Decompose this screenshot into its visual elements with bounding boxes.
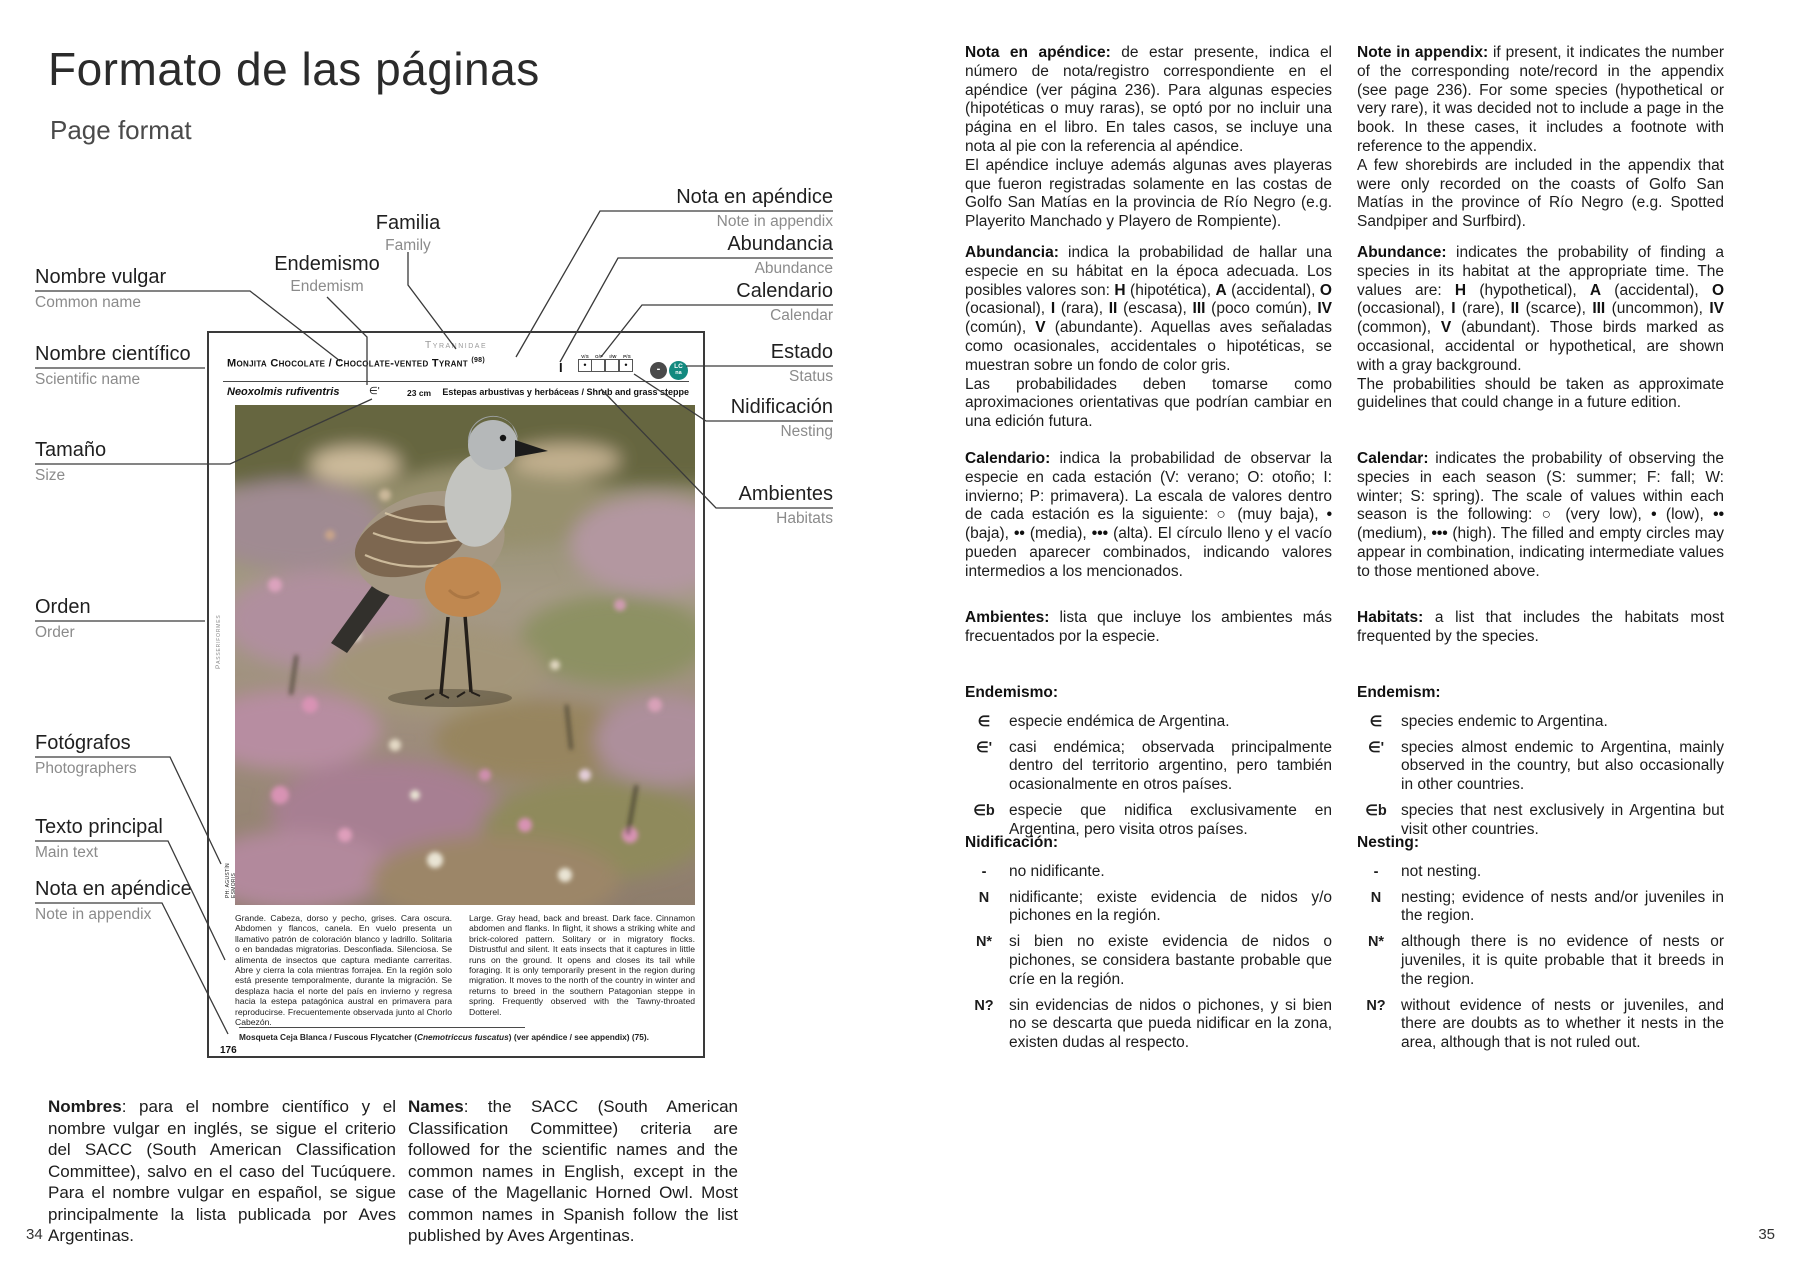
para-lead: Ambientes: — [965, 609, 1050, 626]
para-text: de estar presente, indica el número de nota/registro correspondiente en el apéndice (ver página 236). Para algunas especies (hipotéticas o muy raras), se optó por no incluir una página en el libro. En tales casos, se incluye una nota al pie con la referencia al apéndice. El apéndice incluye además algunas aves playeras que fueron registradas solamente en las costas de Golfo San Matías en la provincia de Río Negro (e.g. Playerito Manchado y Playero de Rompiente). — [965, 44, 1333, 231]
species-text-en: Large. Gray head, back and breast. Dark face. Cinnamon abdomen and flanks. In flight, it shows a striking white and brick-colored pattern. Solitary or in migratory flocks. Distrustful and silent. It eats insects that it captures in little runs on the ground. It opens and closes its tail while foraging. It is only temporarily present in the region during migration. It moves to the north of the country in winter and returns to breed in the southern Patagonian steppe in spring. Frequently observed with the Tawny-throated Dotterel. — [469, 913, 695, 1017]
item-text: species that nest exclusively in Argentina but visit other countries. — [1401, 801, 1724, 838]
callout-size-es: Tamaño — [35, 439, 107, 461]
section-heading: Endemism: — [1357, 684, 1441, 701]
list-item — [1357, 997, 1724, 1053]
paragraph-habitats-en — [1357, 609, 1724, 647]
endemism-symbol: ∈b — [973, 802, 995, 819]
callout-photographers-es: Fotógrafos — [35, 732, 131, 754]
names-es-lead: Nombres — [48, 1097, 122, 1116]
callout-order-en: Order — [35, 624, 75, 641]
para-lead: Abundance: — [1357, 244, 1447, 261]
paragraph-appendix-note-en — [1357, 44, 1724, 232]
calendar-cell — [606, 354, 620, 372]
endemism-symbol: ∈ — [1369, 713, 1383, 730]
species-title-text: Monjita Chocolate / Chocolate-vented Tyrant — [227, 357, 468, 370]
nesting-symbol: N* — [1367, 934, 1385, 951]
names-paragraph-en — [408, 1096, 738, 1247]
bird-photo — [235, 405, 695, 905]
status-sub: na — [675, 369, 682, 376]
para-text: indica la probabilidad de observar la especie en cada estación (V: verano; O: otoño; I: invierno; P: primavera). La escala de valores dentro de cada estación es la siguiente: ○ (muy baja), • (baja), •• (media), ••• (alta). El círculo lleno y el vacío pueden aparecer combinados, indicando valores intermedios a los mencionados. — [965, 450, 1333, 580]
list-item — [1357, 713, 1724, 732]
nesting-symbol: N* — [975, 934, 993, 951]
callout-appendix-note-bl-en: Note in appendix — [35, 906, 152, 923]
appendix-footnote: Mosqueta Ceja Blanca / Fuscous Flycatcher (Cnemotriccus fuscatus) (ver apéndice / see appendix) (75). — [239, 1032, 649, 1042]
callout-appendix-note-r-es: Nota en apéndice — [676, 186, 833, 208]
list-item — [965, 997, 1332, 1053]
nesting-symbol: N — [978, 889, 990, 906]
callout-endemism-es: Endemismo — [274, 253, 380, 275]
sample-page-number: 176 — [220, 1045, 237, 1056]
callout-size-en: Size — [35, 467, 66, 484]
item-text: not nesting. — [1401, 862, 1482, 880]
item-text: although there is no evidence of nests or juveniles, it is quite probable that it breeds in the region. — [1401, 933, 1724, 988]
species-text-es: Grande. Cabeza, dorso y pecho, grises. Cara oscura. Abdomen y flancos, canela. En vuelo presenta un llamativo patrón de coloración blanco y ladrillo. Solitaria o en bandadas migratorias. Desconfiada. Silenciosa. Se alimenta de insectos que captura mediante carreritas. Abre y cierra la cola mientras forrajea. En la región solo está presente temporalmente, durante la migración. Se desplaza hacia el norte del país en invierno y regresa hacia la estepa patagónica austral en primavera para reproducirse. Frecuentemente observada junto al Chorlo Cabezón. — [235, 913, 452, 1028]
para-lead: Calendario: — [965, 450, 1051, 467]
paragraph-calendar-es — [965, 450, 1332, 582]
season-label: I/W — [609, 354, 617, 359]
status-code: LC — [674, 363, 683, 371]
callout-main-text-es: Texto principal — [35, 816, 163, 838]
callout-common-name-en: Common name — [35, 294, 141, 311]
footnote-rule — [239, 1027, 525, 1028]
list-item — [1357, 863, 1724, 882]
callout-family-en: Family — [385, 237, 431, 254]
callout-calendar-es: Calendario — [736, 280, 833, 302]
nesting-symbol-badge: - — [650, 362, 667, 379]
item-text: nesting; evidence of nests and/or juveniles in the region. — [1401, 888, 1724, 925]
section-endemism-es — [965, 684, 1332, 847]
nesting-symbol: - — [981, 863, 987, 880]
para-text: indica la probabilidad de hallar una especie en su hábitat en la época adecuada. Los posibles valores son: H (hipotética), A (accidental), O (ocasional), I (rara), II (escasa), III (poco común), IV (común), V (abundante). Aquellas aves señaladas como ocasionales, accidentales o hipotéticas, se muestran sobre un fondo de color gris. Las probabilidades deben tomarse como aproximaciones orientativas que podrían cambiar en una edición futura. — [965, 244, 1332, 431]
season-value — [591, 359, 605, 372]
para-text: lista que incluye los ambientes más frecuentados por la especie. — [965, 609, 1332, 645]
list-item — [965, 889, 1332, 927]
list-item — [1357, 933, 1724, 989]
endemism-symbol: ∈' — [1367, 739, 1385, 756]
endemism-symbol: ∈' — [975, 739, 993, 756]
section-heading: Nesting: — [1357, 834, 1419, 851]
item-text: especie que nidifica exclusivamente en Argentina, pero visita otros países. — [1009, 801, 1332, 838]
order-side-text: Passeriformes — [215, 614, 222, 669]
para-lead: Abundancia: — [965, 244, 1059, 261]
callout-appendix-note-bl-es: Nota en apéndice — [35, 878, 192, 900]
para-lead: Habitats: — [1357, 609, 1424, 626]
callout-status-en: Status — [789, 368, 833, 385]
endemism-symbol: ∈' — [369, 386, 380, 397]
calendar-cell — [578, 354, 592, 372]
para-lead: Calendar: — [1357, 450, 1429, 467]
section-heading: Nidificación: — [965, 834, 1059, 851]
paragraph-habitats-es — [965, 609, 1332, 647]
paragraph-abundance-en — [1357, 244, 1724, 413]
callout-status-es: Estado — [770, 341, 833, 363]
calendar-cell — [592, 354, 606, 372]
nesting-symbol: N? — [974, 997, 994, 1014]
callout-main-text-en: Main text — [35, 844, 98, 861]
item-text: no nidificante. — [1009, 862, 1105, 880]
callout-nesting-es: Nidificación — [730, 396, 833, 418]
para-text: if present, it indicates the number of the corresponding note/record in the appendix (see page 236). For some species (hypothetical or very rare), it was decided not to include a page in the book. In these cases, it includes a footnote with reference to the appendix. A few shorebirds are included in the appendix that were only recorded on the coasts of Golfo San Matías in the province of Río Negro (e.g. Spotted Sandpiper and Surfbird). — [1357, 44, 1724, 231]
callout-calendar-en: Calendar — [770, 307, 833, 324]
habitat-line: Estepas arbustivas y herbáceas / Shrub and grass steppe — [442, 387, 689, 397]
family-name: Tyrannidae — [424, 339, 488, 351]
sample-species-page — [207, 331, 705, 1058]
callout-common-name-es: Nombre vulgar — [35, 266, 167, 288]
section-endemism-en — [1357, 684, 1724, 847]
names-paragraph-es — [48, 1096, 396, 1247]
para-lead: Note in appendix: — [1357, 44, 1489, 61]
callout-family-es: Familia — [375, 212, 441, 234]
names-en-lead: Names — [408, 1097, 464, 1116]
item-text: nidificante; existe evidencia de nidos y/o pichones en la región. — [1009, 888, 1332, 925]
para-lead: Nota en apéndice: — [965, 44, 1111, 61]
photo-credit: PH: AGUSTÍN ESMORIS — [225, 863, 237, 898]
endemism-symbol: ∈b — [1365, 802, 1387, 819]
season-value: • — [619, 359, 633, 372]
para-text: indicates the probability of finding a species in its habitat at the appropriate time. The values are: H (hypothetical), A (accidental), O (occasional), I (rare), II (scarce), III (uncommon), IV (common), V (abundant). Those birds marked as occasional, accidental or hypothetical, are shown with a gray background. The probabilities should be taken as approximate guidelines that could change in a future edition. — [1357, 244, 1724, 412]
item-text: especie endémica de Argentina. — [1009, 712, 1230, 730]
list-item — [965, 863, 1332, 882]
endemism-symbol: ∈ — [977, 713, 991, 730]
list-item — [1357, 889, 1724, 927]
header-rule — [223, 381, 689, 382]
section-heading: Endemismo: — [965, 684, 1059, 701]
nesting-symbol: N — [1370, 889, 1382, 906]
callout-appendix-note-r-en: Note in appendix — [716, 213, 833, 230]
item-text: si bien no existe evidencia de nidos o pichones, se considera bastante probable que críe en la región. — [1009, 933, 1332, 988]
season-value — [605, 359, 619, 372]
callout-habitats-es: Ambientes — [738, 483, 833, 505]
item-text: sin evidencias de nidos o pichones, y si bien no se descarta que pueda nidificar en la zona, existen dudas al respecto. — [1009, 996, 1332, 1052]
list-item — [965, 739, 1332, 795]
season-value: • — [578, 359, 592, 372]
item-text: without evidence of nests or juveniles, and there are doubts as to whether it nests in the area, although that is not ruled out. — [1401, 996, 1724, 1052]
item-text: casi endémica; observada principalmente dentro del territorio argentino, pero también ocasionalmente en otros países. — [1009, 738, 1332, 794]
list-item — [965, 713, 1332, 732]
status-badge — [669, 361, 688, 380]
calendar-cell — [620, 354, 634, 372]
callout-scientific-name-es: Nombre científico — [35, 343, 191, 365]
item-text: species endemic to Argentina. — [1401, 712, 1608, 730]
nesting-symbol: N? — [1366, 997, 1386, 1014]
callout-endemism-en: Endemism — [290, 278, 364, 295]
callout-scientific-name-en: Scientific name — [35, 371, 141, 388]
para-text: indicates the probability of observing the species in each season (S: summer; F: fall; W: winter; S: spring). The scale of values within each season is the following: ○ (very low), • (low), •• (medium), ••• (high). The filled and empty circles may appear in combination, indicating intermediate values to those mentioned above. — [1357, 450, 1724, 580]
paragraph-appendix-note-es — [965, 44, 1332, 232]
species-title-note: (98) — [471, 357, 485, 364]
callout-abundance-en: Abundance — [754, 260, 833, 277]
list-item — [1357, 739, 1724, 795]
season-label: P/S — [623, 354, 631, 359]
nesting-symbol: - — [1373, 863, 1379, 880]
page-title: Formato de las páginas — [48, 43, 540, 95]
names-es-text: : para el nombre científico y el nombre vulgar en inglés, se sigue el criterio del SACC (South American Classification Committee), salvo en el caso del Tucúquere. Para el nombre vulgar en español, se sigue principalmente la lista publicada por Aves Argentinas. — [48, 1097, 396, 1245]
abundance-value: I — [559, 360, 563, 375]
scientific-name: Neoxolmis rufiventris — [227, 386, 340, 398]
page-number-right: 35 — [1758, 1226, 1775, 1243]
para-text: a list that includes the habitats most frequented by the species. — [1357, 609, 1724, 645]
callout-nesting-en: Nesting — [780, 423, 833, 440]
section-nesting-en — [1357, 834, 1724, 1060]
page-number-left: 34 — [26, 1226, 43, 1243]
species-title — [227, 357, 485, 370]
callout-habitats-en: Habitats — [776, 510, 833, 527]
page-subtitle: Page format — [50, 115, 192, 145]
list-item — [965, 933, 1332, 989]
names-en-text: : the SACC (South American Classification Committee) criteria are followed for the scientific names and the common names in English, except in the case of the Magellanic Horned Owl. Most common names in Spanish follow the list published by Aves Argentinas. — [408, 1097, 738, 1245]
calendar-widget — [578, 354, 634, 372]
section-nesting-es — [965, 834, 1332, 1060]
season-label: O/F — [594, 354, 604, 359]
callout-abundance-es: Abundancia — [727, 233, 833, 255]
callout-order-es: Orden — [35, 596, 91, 618]
item-text: species almost endemic to Argentina, mainly observed in the country, but also occasionally in other countries. — [1401, 738, 1724, 794]
callout-photographers-en: Photographers — [35, 760, 137, 777]
size-value: 23 cm — [407, 388, 432, 398]
paragraph-abundance-es — [965, 244, 1332, 432]
season-label: V/S — [581, 354, 589, 359]
paragraph-calendar-en — [1357, 450, 1724, 582]
